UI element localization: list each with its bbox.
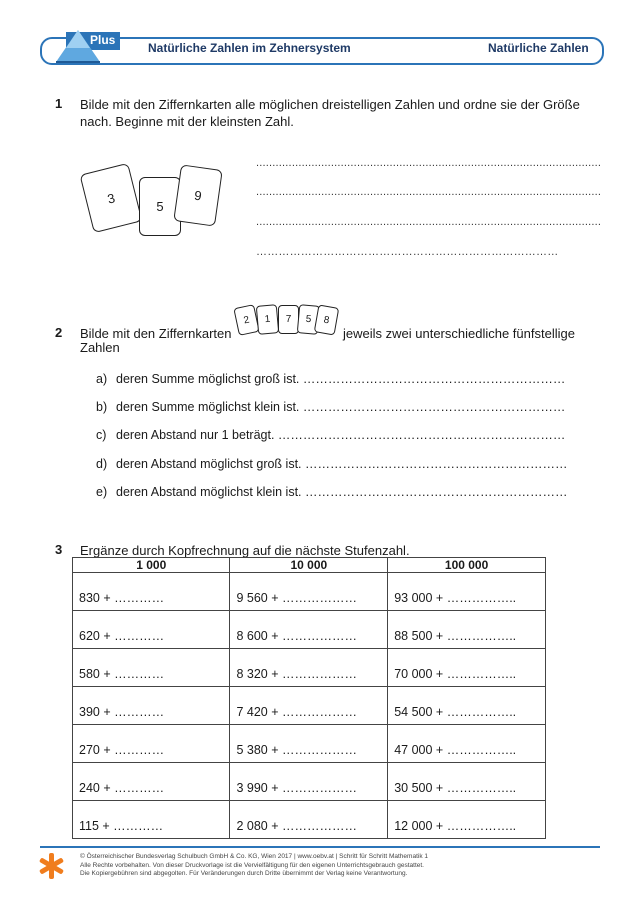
table-cell[interactable]: 70 000 + …………….. [388, 649, 546, 687]
calc-table [72, 557, 546, 839]
answer-line[interactable]: .......................................................................................................... [256, 216, 601, 228]
footer-line: © Österreichischer Bundesverlag Schulbuch GmbH & Co. KG, Wien 2017 | www.oebv.at | Schritt für Schritt Mathematik 1 [80, 853, 428, 860]
footer-divider [40, 846, 600, 848]
table-row [73, 801, 546, 839]
task-3-text: Ergänze durch Kopfrechnung auf die nächste Stufenzahl. [80, 543, 410, 558]
table-row [73, 649, 546, 687]
footer-line: Alle Rechte vorbehalten. Von dieser Druckvorlage ist die Vervielfältigung für den eigenen Unterrichtsgebrauch gestattet. [80, 861, 424, 869]
table-cell[interactable]: 88 500 + …………….. [388, 611, 546, 649]
table-header: 1 000 [73, 558, 230, 573]
table-cell[interactable]: 93 000 + …………….. [388, 573, 546, 611]
task-1-number: 1 [55, 96, 63, 111]
table-cell[interactable]: 7 420 + ……………… [230, 687, 388, 725]
table-cell[interactable]: 8 320 + ……………… [230, 649, 388, 687]
task-2-item-label: a) [96, 372, 108, 386]
task-2-item[interactable]: deren Abstand möglichst groß ist. ……………………………………………………… [116, 457, 568, 471]
task-2-text-line2: Zahlen [80, 340, 120, 355]
digit-card-small: 7 [278, 305, 299, 334]
digit-card-small: 1 [256, 304, 279, 335]
footer-line: Die Kopiergebühren sind abgegolten. Für Veränderungen durch Dritte übernimmt der Verlag keine Verantwortung. [80, 870, 408, 877]
answer-line[interactable]: .......................................................................................................... [256, 157, 601, 169]
table-cell[interactable]: 2 080 + ……………… [230, 801, 388, 839]
answer-line[interactable]: ……………………………………………………………………… [256, 246, 559, 258]
publisher-star-icon [38, 853, 64, 879]
page-title: Natürliche Zahlen im Zehnersystem [148, 41, 351, 55]
table-cell[interactable]: 830 + ………… [73, 573, 230, 611]
task-2-item[interactable]: deren Summe möglichst klein ist. ……………………………………………………… [116, 400, 566, 414]
table-row [73, 763, 546, 801]
task-2-item[interactable]: deren Abstand möglichst klein ist. ……………………………………………………… [116, 485, 568, 499]
table-cell[interactable]: 54 500 + …………….. [388, 687, 546, 725]
digit-card: 9 [173, 164, 223, 226]
task-2-item-label: b) [96, 400, 108, 414]
table-cell[interactable]: 580 + ………… [73, 649, 230, 687]
table-cell[interactable]: 240 + ………… [73, 763, 230, 801]
task-2-item-label: e) [96, 485, 108, 499]
task-2-item[interactable]: deren Abstand nur 1 beträgt. …………………………………………………………… [116, 428, 566, 442]
table-cell[interactable]: 12 000 + …………….. [388, 801, 546, 839]
task-2-item-label: d) [96, 457, 108, 471]
digit-card: 3 [79, 163, 142, 233]
table-cell[interactable]: 270 + ………… [73, 725, 230, 763]
table-cell[interactable]: 47 000 + …………….. [388, 725, 546, 763]
footer-copyright [80, 853, 428, 879]
table-row [73, 611, 546, 649]
task-3-number: 3 [55, 542, 63, 557]
digit-card-small: 5 [297, 304, 320, 335]
table-cell[interactable]: 3 990 + ……………… [230, 763, 388, 801]
logo-text: Plus [90, 33, 116, 47]
table-cell[interactable]: 9 560 + ……………… [230, 573, 388, 611]
table-row [73, 573, 546, 611]
task-2-item[interactable]: deren Summe möglichst groß ist. ……………………………………………………… [116, 372, 566, 386]
table-cell[interactable]: 8 600 + ……………… [230, 611, 388, 649]
table-row [73, 725, 546, 763]
task-2-text-cont: jeweils zwei unterschiedliche fünfstellige [343, 326, 575, 341]
table-cell[interactable]: 5 380 + ……………… [230, 725, 388, 763]
task-2-number: 2 [55, 325, 63, 340]
answer-line[interactable]: .......................................................................................................... [256, 186, 601, 198]
table-header: 100 000 [388, 558, 546, 573]
table-header: 10 000 [230, 558, 388, 573]
task-2-text: Bilde mit den Ziffernkarten [80, 326, 232, 341]
task-1-text: Bilde mit den Ziffernkarten alle möglichen dreistelligen Zahlen und ordne sie der Größe nach. Beginne mit der kleinsten Zahl. [80, 97, 580, 129]
table-cell[interactable]: 30 500 + …………….. [388, 763, 546, 801]
table-row [73, 687, 546, 725]
table-cell[interactable]: 115 + ………… [73, 801, 230, 839]
table-cell[interactable]: 390 + ………… [73, 687, 230, 725]
digit-card: 5 [139, 177, 181, 236]
digit-card-small: 8 [314, 304, 340, 335]
table-cell[interactable]: 620 + ………… [73, 611, 230, 649]
topic-title: Natürliche Zahlen [488, 41, 589, 55]
digit-card-small: 2 [233, 304, 259, 336]
task-2-item-label: c) [96, 428, 107, 442]
